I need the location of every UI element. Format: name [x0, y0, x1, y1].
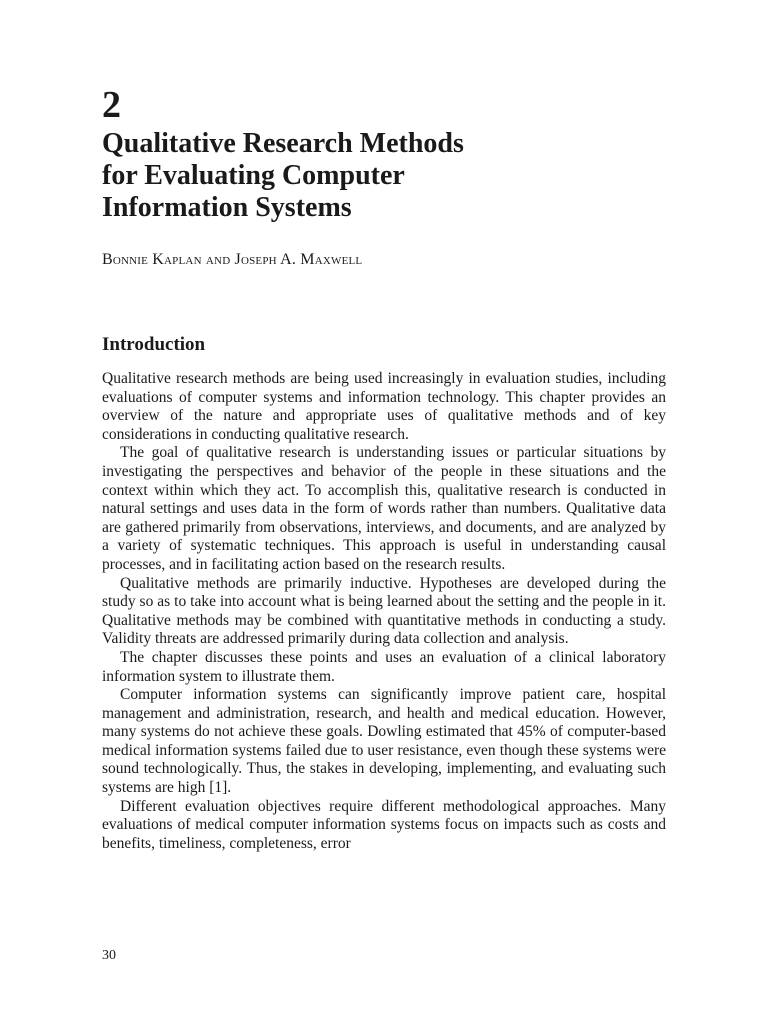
section-heading: Introduction [102, 334, 206, 355]
chapter-title-line: Qualitative Research Methods [102, 128, 464, 159]
paragraph: The goal of qualitative research is understanding issues or particular situations by investigating the perspectives and behavior of the people in these situations and the context within which they act. To accomplish this, qualitative research is conducted in natural settings and uses data in the form of words rather than numbers. Qualitative data are gathered primarily from observations, interviews, and documents, and are analyzed by a variety of systematic techniques. This approach is useful in understanding causal processes, and in facilitating action based on the research results. [102, 444, 666, 573]
body-text [102, 370, 666, 853]
chapter-title-line: Information Systems [102, 192, 352, 223]
paragraph: The chapter discusses these points and uses an evaluation of a clinical laboratory information system to illustrate them. [102, 648, 666, 685]
paragraph: Different evaluation objectives require different methodological approaches. Many evaluations of medical computer information systems focus on impacts such as costs and benefits, timeliness, completeness, error [102, 797, 666, 852]
paragraph: Computer information systems can significantly improve patient care, hospital management and administration, research, and health and medical education. However, many systems do not achieve these goals. Dowling estimated that 45% of computer-based medical information systems failed due to user resistance, even though these systems were sound technologically. Thus, the stakes in developing, implementing, and evaluating such systems are high [1]. [102, 686, 666, 797]
page-number: 30 [102, 948, 116, 963]
book-page [102, 80, 666, 853]
chapter-title-line: for Evaluating Computer [102, 160, 405, 191]
chapter-number: 2 [102, 84, 121, 126]
chapter-title [102, 128, 666, 224]
chapter-authors: Bonnie Kaplan and Joseph A. Maxwell [102, 251, 363, 268]
paragraph: Qualitative methods are primarily inductive. Hypotheses are developed during the study so as to take into account what is being learned about the setting and the people in it. Qualitative methods may be combined with quantitative methods in conducting a study. Validity threats are addressed primarily during data collection and analysis. [102, 574, 666, 648]
paragraph: Qualitative research methods are being used increasingly in evaluation studies, including evaluations of computer systems and information technology. This chapter provides an overview of the nature and appropriate uses of qualitative methods and of key considerations in conducting qualitative research. [102, 370, 666, 443]
